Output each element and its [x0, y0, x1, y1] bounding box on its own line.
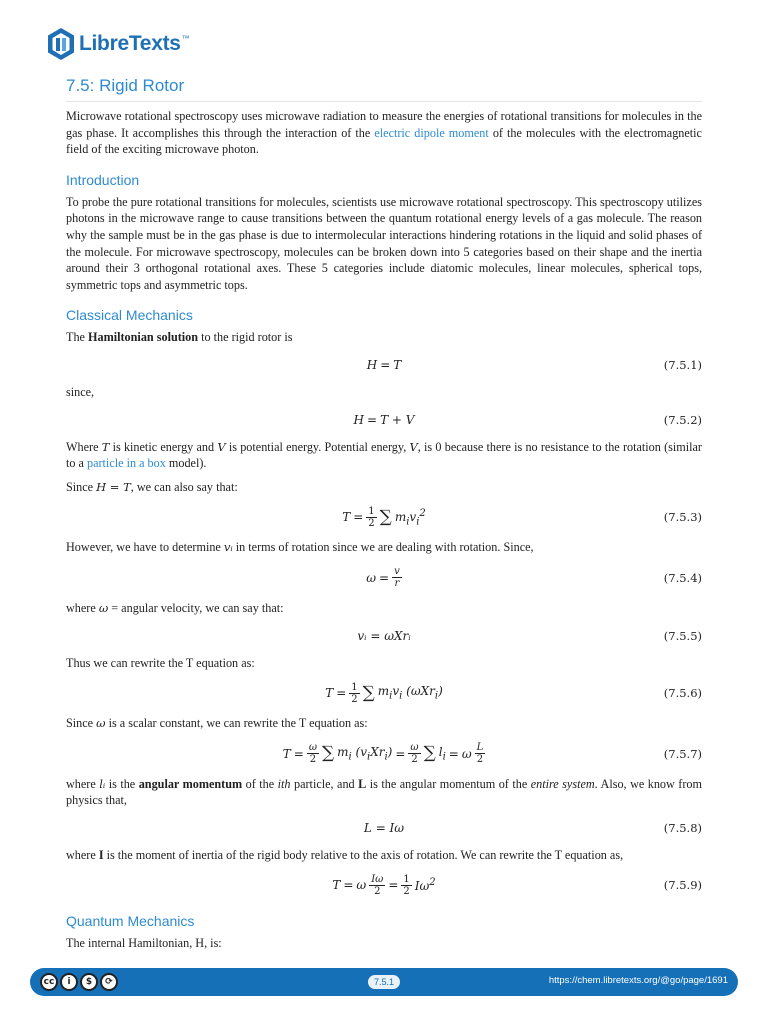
brand-trademark: ™ — [181, 34, 190, 43]
text: is the angular momentum of the — [366, 776, 531, 791]
equation-7-5-3: T = $\frac{1}{2}$ ∑ $m_iv_i^2$ (7.5.3) — [342, 505, 702, 529]
equation-7-5-9: T = ω $\frac{I\omega}{2}$ = $\frac{1}{2}$ $I\omega^2$ (7.5.9) — [332, 873, 702, 897]
equation-7-5-5 — [66, 619, 702, 653]
equation-number: (7.5.8) — [663, 820, 702, 835]
text: where — [66, 600, 99, 615]
rewrite-paragraph: Thus we can rewrite the T equation as: — [66, 655, 255, 670]
eq-lhs: T — [342, 510, 351, 525]
equation-7-5-8 — [66, 811, 702, 845]
cc-icon: cc — [40, 973, 58, 991]
eq-lhs: T — [282, 746, 291, 761]
equation-number: (7.5.4) — [663, 570, 702, 585]
text: of the — [242, 776, 278, 791]
frac-denominator: r — [394, 578, 400, 590]
intro-text-1: Microwave rotational spectroscopy uses microwave radiation to measure the energies of rotational transitions for molecules in the gas phase. It accomplishes this through the interaction of the — [66, 109, 702, 140]
equation-7-5-4: ω = $\frac{v}{r}$ (7.5.4) — [366, 566, 702, 590]
text: in terms of rotation since we are dealing with rotation. Since, — [232, 540, 534, 555]
since-paragraph: since, — [66, 384, 95, 399]
page-number: 7.5.1 — [368, 975, 400, 989]
equation-7-5-6: T = $\frac{1}{2}$ ∑ $m_iv_i$ (ωXr$_i$) (7.5.6) — [325, 681, 702, 705]
text: is the moment of inertia of the rigid body relative to the axis of rotation. We can rewrite the T equation as, — [103, 847, 624, 862]
eq-body: L = Iω — [363, 820, 405, 835]
text: , we can also say that: — [130, 479, 238, 494]
equation-number: (7.5.2) — [663, 412, 702, 427]
particle-in-a-box-link[interactable]: particle in a box — [86, 456, 166, 471]
since-h-paragraph — [66, 479, 702, 496]
equation-number: (7.5.7) — [663, 746, 702, 761]
attribution-icon: i — [60, 973, 78, 991]
text: Since — [66, 716, 97, 731]
math-vi: vᵢ — [223, 540, 233, 555]
angular-momentum-bold: angular momentum — [138, 776, 243, 791]
I-bold: I — [98, 847, 104, 862]
equation-number: (7.5.6) — [663, 686, 702, 701]
electric-dipole-moment-link[interactable]: electric dipole moment — [374, 125, 489, 140]
equation-number: (7.5.5) — [663, 628, 702, 643]
eq-lhs: ω — [366, 570, 377, 585]
ith-italic: ith — [277, 776, 291, 791]
angular-momentum-paragraph — [66, 776, 702, 809]
however-paragraph — [66, 539, 702, 556]
text: Since — [66, 479, 97, 494]
hamiltonian-bold: Hamiltonian solution — [88, 330, 199, 345]
libretexts-hexagon-icon — [46, 27, 76, 61]
math-T: T — [101, 439, 110, 454]
section-introduction-heading: Introduction — [66, 171, 140, 188]
text: . Also, we know from physics that, — [66, 776, 702, 808]
noncommercial-icon: $ — [80, 973, 98, 991]
cc-license-badges[interactable] — [40, 973, 118, 991]
equation-number: (7.5.3) — [663, 510, 702, 525]
equation-number: (7.5.1) — [663, 357, 702, 372]
libretexts-logo[interactable] — [46, 26, 190, 62]
text: where — [66, 847, 99, 862]
entire-system-italic: entire system — [530, 776, 595, 791]
math-H-eq-T: H = T — [96, 479, 131, 494]
equation-7-5-1: H = T (7.5.1) — [366, 357, 702, 372]
text: particle, and — [290, 776, 359, 791]
omega-paragraph — [66, 600, 702, 617]
eq-rhs: T + V — [380, 412, 415, 427]
eq-lhs: H — [366, 357, 378, 372]
text: = angular velocity, we can say that: — [108, 600, 284, 615]
eq-lhs: T — [325, 686, 334, 701]
text: , is 0 because there is no resistance to the rotation (similar to a — [66, 439, 702, 471]
text: is potential energy. Potential energy, — [225, 439, 410, 454]
text: where — [66, 776, 100, 791]
intro-text-2: of the molecules with the electromagnetic field of the exciting microwave photon. — [66, 125, 702, 157]
brand-name: LibreTexts — [79, 32, 181, 55]
page-title: 7.5: Rigid Rotor — [66, 76, 702, 102]
math-V: V — [409, 439, 418, 454]
math-omega: ω — [96, 716, 106, 731]
text: is the — [105, 776, 139, 791]
text: is a scalar constant, we can rewrite the T equation as: — [105, 716, 368, 731]
text: model). — [165, 456, 207, 471]
text: However, we have to determine — [66, 540, 224, 555]
inertia-paragraph — [66, 847, 702, 864]
page-url-link[interactable]: https://chem.libretexts.org/@go/page/1691 — [548, 975, 728, 986]
eq-body: vᵢ = ωXrᵢ — [357, 628, 411, 643]
quantum-paragraph: The internal Hamiltonian, H, is: — [66, 936, 222, 951]
text: The — [66, 330, 88, 345]
text: to the rigid rotor is — [198, 330, 293, 345]
math-V: V — [217, 439, 226, 454]
eq-lhs: T — [332, 878, 341, 893]
introduction-paragraph: To probe the pure rotational transitions for molecules, scientists use microwave rotational spectroscopy. This spectroscopy utilizes photons in the microwave range to cause transitions between the quantum rotational energy levels of a gas molecule. The reason why the sample must be in the gas phase is due to intermolecular interactions hindering rotations in the liquid and solid phases of the molecule. For microwave spectroscopy, molecules can be broken down into 5 categories based on their shape and the inertia around their 3 orthogonal rotational axes. These 5 categories include diatomic molecules, linear molecules, spherical tops, symmetric tops and asymmetric tops. — [66, 194, 702, 292]
section-classical-heading: Classical Mechanics — [66, 307, 193, 324]
eq-lhs: H — [353, 412, 365, 427]
equation-7-5-7: T = $\frac{\omega}{2}$ ∑ $m_i$ $(v_iXr_i)$ = $\frac{\omega}{2}$ ∑ $l_i$ = ω $\frac{L}{2}$ (7.5.7) — [282, 742, 702, 766]
where-paragraph — [66, 439, 702, 472]
text: Where — [66, 439, 102, 454]
sharealike-icon: ⟳ — [100, 973, 118, 991]
text: is kinetic energy and — [109, 439, 218, 454]
intro-paragraph — [66, 108, 702, 158]
frac-numerator: v — [394, 566, 400, 578]
scalar-paragraph — [66, 715, 702, 732]
math-li: lᵢ — [99, 776, 106, 791]
page-footer — [30, 968, 738, 996]
article — [66, 76, 702, 952]
section-quantum-heading: Quantum Mechanics — [66, 913, 195, 930]
math-omega: ω — [98, 600, 109, 615]
L-bold: L — [358, 776, 367, 791]
equation-7-5-2: H = T + V (7.5.2) — [353, 412, 702, 427]
hamiltonian-paragraph — [66, 329, 702, 346]
eq-rhs: T — [393, 357, 402, 372]
equation-number: (7.5.9) — [663, 878, 702, 893]
